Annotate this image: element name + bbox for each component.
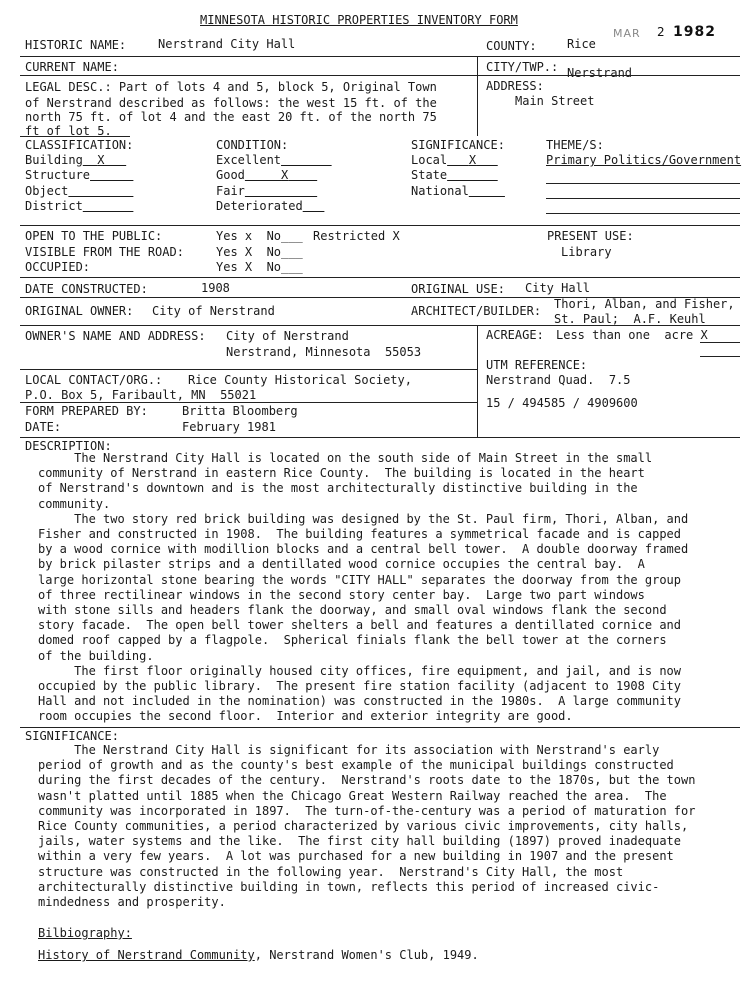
description-line: large horizontal stone bearing the words "CITY HALL" separates the doorway from the group [38,572,681,587]
significance-line: Rice County communities, a period characterized by various civic improvements, city halls, [38,819,689,834]
significance-line: during the first decades of the century. Nerstrand's roots date to the 1870s, but the town [38,773,696,788]
original-owner-value: City of Nerstrand [152,304,275,318]
open-public-value: Yes x No___ [216,229,303,243]
open-public-label: OPEN TO THE PUBLIC: [25,229,163,243]
significance-text [38,743,738,910]
divider [20,136,130,137]
prepared-by-value: Britta Bloomberg [182,404,298,418]
bibliography-label: Bilbiography: [38,926,132,940]
acreage-blank-line [700,356,740,357]
description-line: The Nerstrand City Hall is located on the south side of Main Street in the small [38,451,653,465]
significance-line: community was incorporated in 1897. The turn-of-the-century was a period of maturation for [38,803,696,818]
occupied-value: Yes X No___ [216,260,303,274]
legal-desc-line: north 75 ft. of lot 4 and the east 20 ft. of the north 75 [25,110,437,124]
architect-value-line1: Thori, Alban, and Fisher, [554,297,735,311]
address-value: Main Street [515,94,595,108]
present-use-value: Library [561,245,612,259]
column-divider [477,56,478,136]
significance-national: National [411,184,469,198]
architect-value-line2: St. Paul; A.F. Keuhl [554,312,706,326]
significance-line: jails, water systems and the like. The first city hall building (1897) proved inadequate [38,834,681,849]
classification-label: CLASSIFICATION: [25,138,134,152]
legal-desc-line: ft of lot 5. [25,124,112,138]
divider [20,369,477,370]
received-stamp-year: 1982 [673,24,716,40]
significance-line: within a very few years. A lot was purchased for a new building in 1907 and the present [38,849,674,864]
description-line: by a wood cornice with modillion blocks and a central bell tower. A double doorway framed [38,542,689,557]
condition-excellent: Excellent [216,153,282,167]
received-stamp-month: MAR [613,27,641,40]
divider [20,402,477,403]
description-line: of three rectilinear windows in the second story center bay. Large two part windows [38,587,645,602]
owner-address-line2: Nerstrand, Minnesota 55053 [226,345,422,359]
legal-desc-line: LEGAL DESC.: Part of lots 4 and 5, block 5, Original Town [25,80,437,94]
condition-label: CONDITION: [216,138,289,152]
significance-state: State [411,168,448,182]
date-constructed-value: 1908 [201,281,230,295]
description-line: Fisher and constructed in 1908. The building features a symmetrical facade and is capped [38,527,681,542]
description-line: community of Nerstrand in eastern Rice County. The building is located in the heart [38,466,645,481]
significance-line: mindedness and prosperity. [38,895,226,910]
historic-name-value: Nerstrand City Hall [158,37,296,51]
description-line: of Nerstrand's downtown and is the most architecturally distinctive building in the [38,481,638,496]
significance-line: wasn't platted until 1885 when the Chicago Great Western Railway reached the area. The [38,788,667,803]
classification-object: Object [25,184,69,198]
original-owner-label: ORIGINAL OWNER: [25,304,134,318]
divider [20,325,740,326]
description-line: story facade. The open bell tower shelters a bell and features a dentillated cornice and [38,618,681,633]
description-line: by brick pilaster strips and a dentillated wood cornice occupies the central bay. A [38,557,645,572]
prepared-by-label: FORM PREPARED BY: [25,404,148,418]
condition-good: Good X [216,168,289,182]
county-label: COUNTY: [486,39,537,53]
divider [20,225,740,226]
significance-line: architecturally distinctive building in town, reflects this period of increased civic- [38,879,660,894]
description-line: domed roof capped by a flagpole. Spherical finials flank the bell tower at the corners [38,633,667,648]
form-title: MINNESOTA HISTORIC PROPERTIES INVENTORY FORM [200,13,518,27]
significance-line: period of growth and as the county's best example of the municipal buildings constructed [38,758,674,773]
classification-structure: Structure [25,168,91,182]
description-line: The first floor originally housed city offices, fire equipment, and jail, and is now [38,663,681,678]
architect-label: ARCHITECT/BUILDER: [411,304,542,318]
description-line: room occupies the second floor. Interior and exterior integrity are good. [38,709,573,724]
divider [20,437,740,438]
theme-blank-line [546,183,740,184]
theme-blank-line [546,198,740,199]
significance-line: The Nerstrand City Hall is significant for its association with Nerstrand's early [38,743,660,757]
description-line: Hall and not included in the nomination) was constructed in the 1980s. A large community [38,694,681,709]
local-contact-org: Rice County Historical Society, [188,373,412,387]
address-label: ADDRESS: [486,79,544,93]
present-use-label: PRESENT USE: [547,229,634,243]
occupied-label: OCCUPIED: [25,260,91,274]
city-label: CITY/TWP.: [486,60,559,74]
divider [20,75,740,76]
utm-value: 15 / 494585 / 4909600 [486,396,638,410]
significance-label: SIGNIFICANCE: [25,729,119,743]
owner-address-label: OWNER'S NAME AND ADDRESS: [25,329,206,343]
bibliography-entry [38,948,479,963]
original-use-value: City Hall [525,281,591,295]
prepared-date-value: February 1981 [182,420,276,434]
historic-name-label: HISTORIC NAME: [25,38,127,52]
utm-quad: Nerstrand Quad. 7.5 [486,373,631,387]
column-divider [477,325,478,437]
condition-deteriorated: Deteriorated [216,199,303,213]
acreage-label: ACREAGE: [486,328,544,342]
condition-fair: Fair [216,184,245,198]
acreage-blank-line [700,342,740,343]
theme-label: THEME/S: [546,138,604,152]
received-stamp-day: 2 [657,25,666,39]
county-value: Rice [567,37,596,51]
significance-line: structure was constructed in the following year. Nerstrand's City Hall, the most [38,864,624,879]
city-value: Nerstrand [567,66,633,80]
legal-desc-line: of Nerstrand described as follows: the west 15 ft. of the [25,96,437,110]
owner-address-line1: City of Nerstrand [226,329,349,343]
date-constructed-label: DATE CONSTRUCTED: [25,282,148,296]
acreage-value: Less than one acre X [556,328,708,342]
utm-label: UTM REFERENCE: [486,358,588,372]
original-use-label: ORIGINAL USE: [411,282,505,296]
description-label: DESCRIPTION: [25,439,112,453]
visible-road-label: VISIBLE FROM THE ROAD: [25,245,184,259]
theme-value: Primary Politics/Government [546,153,742,167]
description-line: with stone sills and headers flank the doorway, and small oval windows flank the second [38,603,667,618]
local-contact-label: LOCAL CONTACT/ORG.: [25,373,163,387]
current-name-label: CURRENT NAME: [25,60,119,74]
divider [20,56,740,57]
significance-class-label: SIGNIFICANCE: [411,138,505,152]
theme-blank-line [546,213,740,214]
description-line: The two story red brick building was designed by the St. Paul firm, Thori, Alban, and [38,511,689,526]
local-contact-address: P.O. Box 5, Faribault, MN 55021 [25,388,257,402]
bibliography-title: History of Nerstrand Community [38,948,255,962]
bibliography-rest: , Nerstrand Women's Club, 1949. [254,948,479,962]
restricted-value: Restricted X [313,229,400,243]
divider [20,727,740,728]
divider [20,277,740,278]
description-text [38,451,738,725]
description-line: of the building. [38,648,154,663]
description-line: community. [38,496,111,511]
visible-road-value: Yes X No___ [216,245,303,259]
significance-local: Local X [411,153,477,167]
classification-district: District [25,199,83,213]
prepared-date-label: DATE: [25,420,62,434]
description-line: occupied by the public library. The present fire station facility (adjacent to 1908 City [38,679,681,694]
classification-building: Building X [25,153,105,167]
